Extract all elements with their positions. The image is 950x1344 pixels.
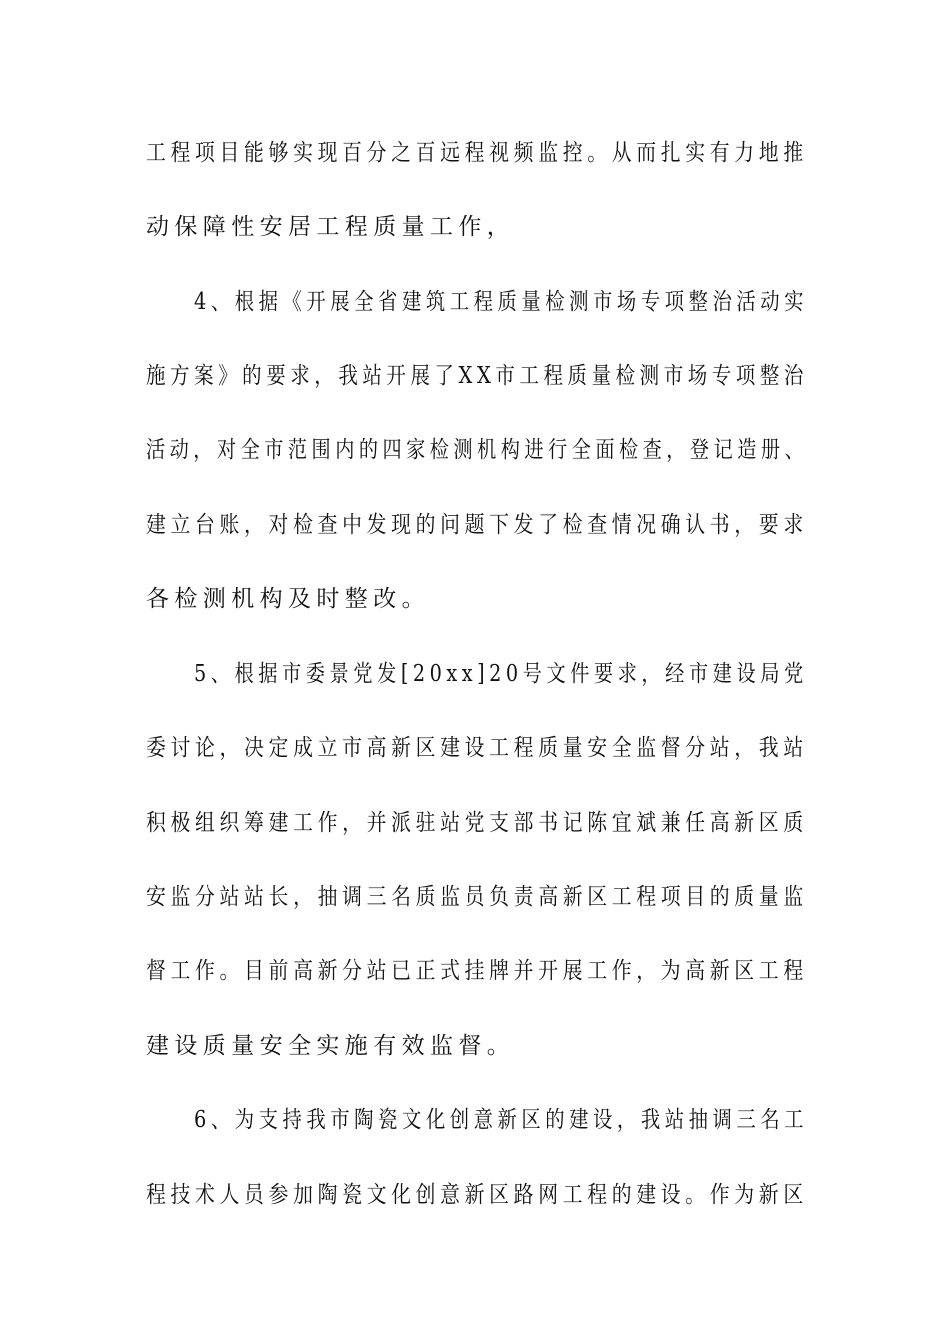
text-line: 各检测机构及时整改。 [146,586,430,612]
text-line: 建设质量安全实施有效监督。 [146,1033,516,1059]
text-line: 施方案》的要求，我站开展了XX市工程质量检测市场专项整治 [146,363,808,389]
text-line: 督工作。目前高新分站已正式挂牌并开展工作，为高新区工程 [146,958,808,984]
text-line: 动保障性安居工程质量工作， [146,214,516,240]
text-line: 程技术人员参加陶瓷文化创意新区路网工程的建设。作为新区 [146,1182,808,1208]
text-line: 积极组织筹建工作，并派驻站党支部书记陈宜斌兼任高新区质 [146,810,808,836]
paragraph-6-start: 6、为支持我市陶瓷文化创意新区的建设，我站抽调三名工 [194,1107,809,1133]
text-line: 活动，对全市范围内的四家检测机构进行全面检查，登记造册、 [146,437,809,463]
paragraph-5-start: 5、根据市委景党发[20xx]20号文件要求，经市建设局党 [194,661,808,687]
text-line: 工程项目能够实现百分之百远程视频监控。从而扎实有力地推 [146,140,808,166]
paragraph-4-start: 4、根据《开展全省建筑工程质量检测市场专项整治活动实 [194,289,809,315]
text-line: 安监分站站长，抽调三名质监员负责高新区工程项目的质量监 [146,884,808,910]
text-line: 委讨论，决定成立市高新区建设工程质量安全监督分站，我站 [146,735,808,761]
text-line: 建立台账，对检查中发现的问题下发了检查情况确认书，要求 [146,512,808,538]
